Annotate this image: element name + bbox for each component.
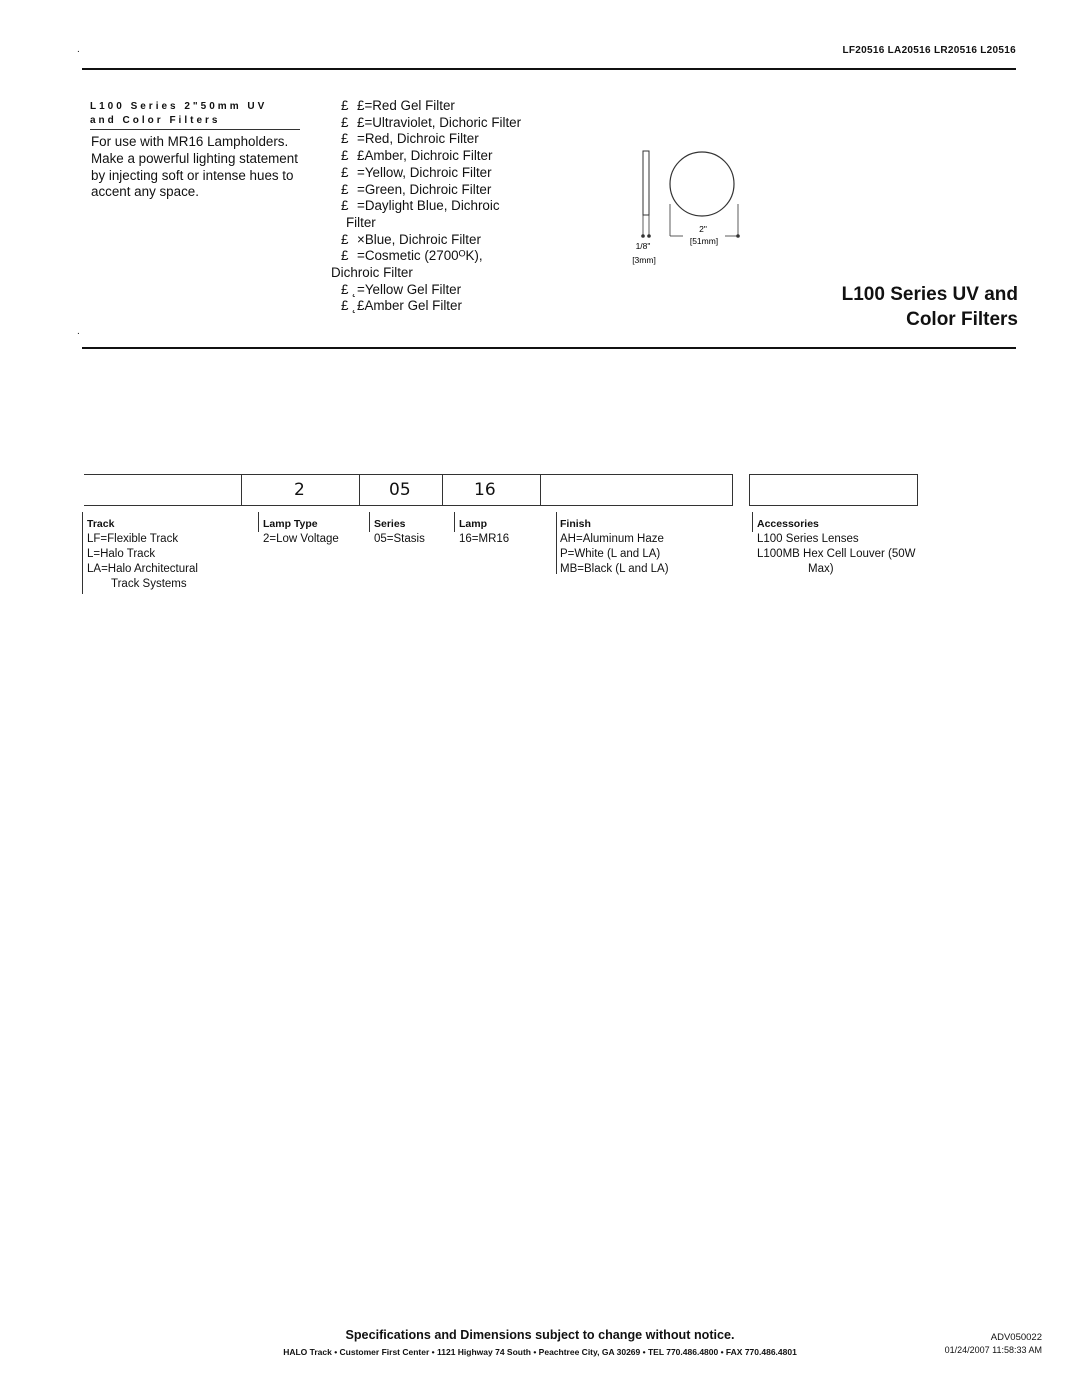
column-head-lamp: Lamp [459, 518, 488, 530]
width-label: 2" [699, 224, 707, 234]
list-item: 05=Stasis [374, 533, 425, 545]
thickness-label: 1/8" [635, 241, 651, 251]
filter-item: £ =Cosmetic (2700ᴼK), [341, 248, 483, 264]
thickness-metric: [3mm] [632, 255, 656, 265]
code-box-lamp [442, 474, 541, 506]
dimension-arrow-icon [641, 234, 645, 238]
filter-item: £ £=Red Gel Filter [341, 98, 455, 113]
filter-item: £ =Yellow, Dichroic Filter [341, 164, 492, 180]
filter-item: £ £=Ultraviolet, Dichoric Filter [341, 114, 522, 130]
column-head-lamp-type: Lamp Type [263, 518, 318, 530]
filter-item-continued: Dichroic Filter [331, 265, 413, 281]
list-item: L100MB Hex Cell Louver (50W [757, 548, 916, 560]
section-heading-line2: and Color Filters [90, 114, 300, 130]
model-numbers: LF20516 LA20516 LR20516 L20516 [842, 45, 1016, 56]
column-bracket [752, 512, 753, 532]
column-head-accessories: Accessories [757, 518, 819, 530]
code-box-series [358, 474, 443, 506]
footer-company: HALO Track • Customer First Center • 1121 Highway 74 South • Peachtree City, GA 30269 • TEL 770.486.4800 • FAX 770.486.4801 [283, 1347, 797, 1357]
filter-dimension-diagram [615, 140, 755, 270]
code-lamp-type: 2 [294, 480, 305, 500]
code-box-finish [540, 474, 733, 506]
column-bracket [454, 512, 455, 532]
filter-item: £ =Green, Dichroic Filter [341, 181, 492, 197]
section-heading-line1: L100 Series 2"50mm UV [90, 101, 268, 112]
section-heading [90, 100, 300, 130]
page-title [842, 282, 1018, 332]
list-item: 2=Low Voltage [263, 533, 339, 545]
dimension-arrow-icon [736, 234, 740, 238]
list-item: LF=Flexible Track [87, 533, 179, 545]
filter-item: £ ×Blue, Dichroic Filter [341, 231, 481, 247]
list-item: Max) [808, 563, 834, 575]
footer-date: 01/24/2007 11:58:33 AM [944, 1345, 1042, 1355]
column-bracket [258, 512, 259, 532]
filter-list [331, 98, 571, 315]
filter-side-view [643, 151, 649, 215]
filter-item: £ =Red, Dichroic Filter [341, 131, 479, 147]
code-series: 05 [389, 480, 411, 500]
list-item: P=White (L and LA) [560, 548, 661, 560]
list-item: 16=MR16 [459, 533, 510, 545]
list-item: MB=Black (L and LA) [560, 563, 669, 575]
header-dot: . [77, 44, 80, 55]
list-item: L100 Series Lenses [757, 533, 859, 545]
list-item: L=Halo Track [87, 548, 156, 560]
column-bracket [82, 512, 83, 594]
filter-front-view [670, 152, 734, 216]
column-head-finish: Finish [560, 518, 591, 530]
code-box-lamp-type [241, 474, 360, 506]
column-body-lamp [459, 532, 509, 547]
filter-item: £ =Daylight Blue, Dichroic [341, 198, 500, 214]
top-rule [82, 68, 1016, 70]
code-box-accessories [749, 474, 918, 506]
page-title-line1: L100 Series UV and [841, 284, 1018, 305]
filter-item: £ ˛=Yellow Gel Filter [341, 281, 462, 297]
code-box-track [84, 474, 242, 506]
filter-item: £ ˛£Amber Gel Filter [341, 298, 462, 314]
list-item: LA=Halo Architectural [87, 563, 198, 575]
width-metric: [51mm] [689, 236, 719, 246]
column-body-finish [560, 532, 669, 577]
footer-notice: Specifications and Dimensions subject to change without notice. [345, 1328, 735, 1342]
dimension-arrow-icon [647, 234, 651, 238]
column-body-accessories [757, 532, 916, 577]
section-rule [82, 347, 1016, 349]
filter-item-continued: Filter [346, 214, 376, 230]
column-bracket [556, 512, 557, 574]
header-dot: . [77, 326, 80, 337]
column-bracket [369, 512, 370, 532]
column-body-track [87, 532, 198, 592]
list-item: Track Systems [111, 578, 187, 590]
section-description: For use with MR16 Lampholders. Make a powerful lighting statement by injecting soft or intense hues to accent any space. [91, 134, 298, 200]
footer-doc-id: ADV050022 [990, 1332, 1042, 1343]
column-head-series: Series [374, 518, 406, 530]
column-body-series [374, 532, 425, 547]
column-head-track: Track [87, 518, 115, 530]
filter-item: £ £Amber, Dichroic Filter [341, 148, 493, 164]
column-body-lamp-type [263, 532, 339, 547]
page-title-line2: Color Filters [906, 309, 1018, 330]
code-lamp: 16 [474, 480, 496, 500]
list-item: AH=Aluminum Haze [560, 533, 664, 545]
